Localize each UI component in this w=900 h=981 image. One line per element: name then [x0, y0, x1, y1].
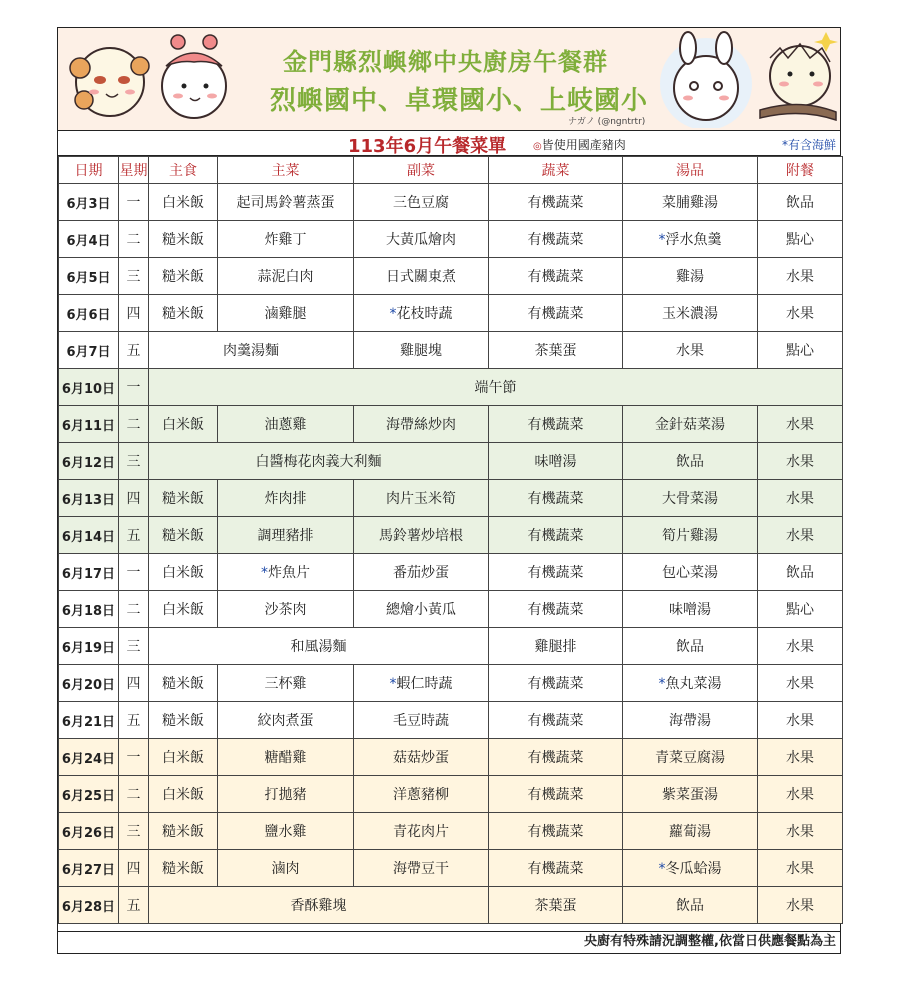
weekday-cell: 一	[119, 184, 149, 221]
menu-row	[59, 665, 843, 702]
vegetable-cell: 有機蔬菜	[489, 258, 623, 295]
weekday-cell: 一	[119, 369, 149, 406]
staple-cell: 糙米飯	[149, 665, 218, 702]
vegetable-cell: 有機蔬菜	[489, 813, 623, 850]
side-dish-cell: 雞腿塊	[354, 332, 489, 369]
column-header-side: 副菜	[354, 157, 489, 184]
menu-row	[59, 517, 843, 554]
vegetable-cell: 味噌湯	[489, 443, 623, 480]
date-cell: 6月12日	[59, 443, 119, 480]
weekday-cell: 二	[119, 776, 149, 813]
menu-row	[59, 258, 843, 295]
staple-cell: 白米飯	[149, 776, 218, 813]
column-header-extra: 附餐	[758, 157, 843, 184]
seafood-star-mark: *	[658, 232, 666, 248]
staple-cell: 糙米飯	[149, 813, 218, 850]
weekday-cell: 二	[119, 406, 149, 443]
vegetable-cell: 有機蔬菜	[489, 184, 623, 221]
column-header-staple: 主食	[149, 157, 218, 184]
date-cell: 6月24日	[59, 739, 119, 776]
pork-note-text: 皆使用國產豬肉	[541, 138, 626, 152]
main-dish-cell: 三杯雞	[218, 665, 354, 702]
staple-cell: 白米飯	[149, 591, 218, 628]
extra-cell: 水果	[758, 702, 843, 739]
mascot-left-illustration	[62, 30, 232, 128]
menu-row	[59, 887, 843, 924]
pork-note	[533, 136, 626, 153]
staple-cell: 糙米飯	[149, 258, 218, 295]
extra-cell: 水果	[758, 258, 843, 295]
staple-main-side-merged-cell: 香酥雞塊	[149, 887, 489, 924]
soup-cell: 味噌湯	[623, 591, 758, 628]
staple-cell: 糙米飯	[149, 850, 218, 887]
main-dish-cell: 糖醋雞	[218, 739, 354, 776]
main-dish-cell: 炸肉排	[218, 480, 354, 517]
date-cell: 6月17日	[59, 554, 119, 591]
menu-row	[59, 406, 843, 443]
weekday-cell: 一	[119, 739, 149, 776]
weekday-cell: 四	[119, 665, 149, 702]
extra-cell: 水果	[758, 813, 843, 850]
date-cell: 6月14日	[59, 517, 119, 554]
vegetable-cell: 有機蔬菜	[489, 406, 623, 443]
menu-row	[59, 480, 843, 517]
menu-row	[59, 184, 843, 221]
menu-rows	[59, 184, 843, 924]
date-cell: 6月26日	[59, 813, 119, 850]
extra-cell: 水果	[758, 480, 843, 517]
menu-row	[59, 776, 843, 813]
date-cell: 6月27日	[59, 850, 119, 887]
weekday-cell: 五	[119, 887, 149, 924]
vegetable-cell: 有機蔬菜	[489, 850, 623, 887]
menu-row	[59, 221, 843, 258]
vegetable-cell: 雞腿排	[489, 628, 623, 665]
column-header-date: 日期	[59, 157, 119, 184]
staple-main-side-merged-cell: 白醬梅花肉義大利麵	[149, 443, 489, 480]
weekday-cell: 四	[119, 480, 149, 517]
extra-cell: 水果	[758, 628, 843, 665]
menu-row	[59, 591, 843, 628]
soup-cell: 飲品	[623, 887, 758, 924]
menu-row	[59, 813, 843, 850]
staple-cell: 糙米飯	[149, 702, 218, 739]
side-dish-cell: 海帶豆干	[354, 850, 489, 887]
weekday-cell: 三	[119, 258, 149, 295]
vegetable-cell: 茶葉蛋	[489, 332, 623, 369]
date-cell: 6月4日	[59, 221, 119, 258]
soup-cell: 飲品	[623, 443, 758, 480]
staple-cell: 糙米飯	[149, 295, 218, 332]
side-dish-cell: 番茄炒蛋	[354, 554, 489, 591]
header-banner	[58, 28, 840, 131]
weekday-cell: 一	[119, 554, 149, 591]
vegetable-cell: 有機蔬菜	[489, 295, 623, 332]
seafood-star-mark: *	[261, 565, 268, 581]
staple-main-merged-cell: 肉羹湯麵	[149, 332, 354, 369]
weekday-cell: 五	[119, 702, 149, 739]
extra-cell: 水果	[758, 739, 843, 776]
soup-cell: 紫菜蛋湯	[623, 776, 758, 813]
date-cell: 6月7日	[59, 332, 119, 369]
lunch-menu-table	[58, 156, 843, 924]
date-cell: 6月6日	[59, 295, 119, 332]
soup-cell: 雞湯	[623, 258, 758, 295]
weekday-cell: 二	[119, 591, 149, 628]
main-dish-cell: 絞肉煮蛋	[218, 702, 354, 739]
menu-row	[59, 850, 843, 887]
side-dish-cell: 青花肉片	[354, 813, 489, 850]
menu-row	[59, 628, 843, 665]
weekday-cell: 四	[119, 295, 149, 332]
date-cell: 6月3日	[59, 184, 119, 221]
weekday-cell: 三	[119, 628, 149, 665]
date-cell: 6月13日	[59, 480, 119, 517]
seafood-star-mark: *	[389, 676, 397, 692]
soup-cell: 包心菜湯	[623, 554, 758, 591]
soup-cell: 玉米濃湯	[623, 295, 758, 332]
staple-cell: 白米飯	[149, 554, 218, 591]
soup-cell: *浮水魚羹	[623, 221, 758, 258]
soup-cell: 水果	[623, 332, 758, 369]
schools-title: 烈嶼國中、卓環國小、上岐國小	[270, 86, 649, 116]
date-cell: 6月20日	[59, 665, 119, 702]
soup-cell: 青菜豆腐湯	[623, 739, 758, 776]
weekday-cell: 四	[119, 850, 149, 887]
menu-row	[59, 739, 843, 776]
pork-note-mark: ◎	[533, 141, 542, 152]
date-cell: 6月21日	[59, 702, 119, 739]
extra-cell: 點心	[758, 221, 843, 258]
side-dish-cell: 總燴小黃瓜	[354, 591, 489, 628]
weekday-cell: 二	[119, 221, 149, 258]
soup-cell: 菜脯雞湯	[623, 184, 758, 221]
staple-cell: 糙米飯	[149, 480, 218, 517]
side-dish-cell: 三色豆腐	[354, 184, 489, 221]
extra-cell: 飲品	[758, 184, 843, 221]
main-dish-cell: 滷雞腿	[218, 295, 354, 332]
staple-cell: 白米飯	[149, 739, 218, 776]
side-dish-cell: 日式關東煮	[354, 258, 489, 295]
main-dish-cell: 炸雞丁	[218, 221, 354, 258]
extra-cell: 水果	[758, 406, 843, 443]
main-dish-cell: 調理豬排	[218, 517, 354, 554]
footer-note: 央廚有特殊請況調整權,依當日供應餐點為主	[58, 931, 840, 953]
seafood-note: *有含海鮮	[781, 138, 836, 152]
mascot-right-illustration	[650, 28, 840, 128]
menu-title: 113年6月午餐菜單	[348, 136, 507, 157]
seafood-star-mark: *	[658, 861, 666, 877]
seafood-star-mark: *	[389, 306, 397, 322]
seafood-star-mark: *	[658, 676, 666, 692]
column-header-main: 主菜	[218, 157, 354, 184]
weekday-cell: 五	[119, 517, 149, 554]
soup-cell: *魚丸菜湯	[623, 665, 758, 702]
staple-cell: 糙米飯	[149, 517, 218, 554]
vegetable-cell: 有機蔬菜	[489, 517, 623, 554]
staple-cell: 白米飯	[149, 406, 218, 443]
column-header-weekday: 星期	[119, 157, 149, 184]
header-row	[59, 157, 843, 184]
staple-cell: 白米飯	[149, 184, 218, 221]
weekday-cell: 五	[119, 332, 149, 369]
menu-sheet	[57, 27, 841, 954]
menu-subtitle-bar	[58, 130, 840, 156]
main-dish-cell: 打拋豬	[218, 776, 354, 813]
soup-cell: 飲品	[623, 628, 758, 665]
side-dish-cell: 肉片玉米筍	[354, 480, 489, 517]
column-header-veg: 蔬菜	[489, 157, 623, 184]
extra-cell: 水果	[758, 517, 843, 554]
extra-cell: 水果	[758, 665, 843, 702]
extra-cell: 水果	[758, 850, 843, 887]
extra-cell: 水果	[758, 776, 843, 813]
menu-row	[59, 702, 843, 739]
menu-row	[59, 332, 843, 369]
extra-cell: 點心	[758, 332, 843, 369]
column-header-soup: 湯品	[623, 157, 758, 184]
illustrator-credit: ナガノ (@ngntrtr)	[568, 117, 646, 127]
weekday-cell: 三	[119, 813, 149, 850]
main-dish-cell: 沙茶肉	[218, 591, 354, 628]
extra-cell: 水果	[758, 295, 843, 332]
side-dish-cell: 馬鈴薯炒培根	[354, 517, 489, 554]
soup-cell: 金針菇菜湯	[623, 406, 758, 443]
side-dish-cell: 菇菇炒蛋	[354, 739, 489, 776]
vegetable-cell: 有機蔬菜	[489, 554, 623, 591]
date-cell: 6月28日	[59, 887, 119, 924]
main-dish-cell: 滷肉	[218, 850, 354, 887]
soup-cell: 筍片雞湯	[623, 517, 758, 554]
vegetable-cell: 有機蔬菜	[489, 776, 623, 813]
menu-row	[59, 443, 843, 480]
kitchen-group-title: 金門縣烈嶼鄉中央廚房午餐群	[283, 48, 608, 76]
date-cell: 6月5日	[59, 258, 119, 295]
vegetable-cell: 茶葉蛋	[489, 887, 623, 924]
main-dish-cell: 起司馬鈴薯蒸蛋	[218, 184, 354, 221]
date-cell: 6月10日	[59, 369, 119, 406]
main-dish-cell: 油蔥雞	[218, 406, 354, 443]
extra-cell: 飲品	[758, 554, 843, 591]
menu-row	[59, 295, 843, 332]
vegetable-cell: 有機蔬菜	[489, 702, 623, 739]
vegetable-cell: 有機蔬菜	[489, 665, 623, 702]
main-dish-cell: 鹽水雞	[218, 813, 354, 850]
staple-main-side-merged-cell: 和風湯麵	[149, 628, 489, 665]
main-dish-cell: *炸魚片	[218, 554, 354, 591]
side-dish-cell: 大黃瓜燴肉	[354, 221, 489, 258]
side-dish-cell: *蝦仁時蔬	[354, 665, 489, 702]
main-dish-cell: 蒜泥白肉	[218, 258, 354, 295]
date-cell: 6月19日	[59, 628, 119, 665]
vegetable-cell: 有機蔬菜	[489, 221, 623, 258]
soup-cell: 大骨菜湯	[623, 480, 758, 517]
vegetable-cell: 有機蔬菜	[489, 739, 623, 776]
holiday-cell: 端午節	[149, 369, 843, 406]
vegetable-cell: 有機蔬菜	[489, 480, 623, 517]
date-cell: 6月18日	[59, 591, 119, 628]
soup-cell: *冬瓜蛤湯	[623, 850, 758, 887]
weekday-cell: 三	[119, 443, 149, 480]
date-cell: 6月25日	[59, 776, 119, 813]
soup-cell: 蘿蔔湯	[623, 813, 758, 850]
extra-cell: 水果	[758, 443, 843, 480]
menu-row	[59, 554, 843, 591]
side-dish-cell: 洋蔥豬柳	[354, 776, 489, 813]
vegetable-cell: 有機蔬菜	[489, 591, 623, 628]
side-dish-cell: 毛豆時蔬	[354, 702, 489, 739]
side-dish-cell: *花枝時蔬	[354, 295, 489, 332]
side-dish-cell: 海帶絲炒肉	[354, 406, 489, 443]
date-cell: 6月11日	[59, 406, 119, 443]
extra-cell: 點心	[758, 591, 843, 628]
menu-row	[59, 369, 843, 406]
extra-cell: 水果	[758, 887, 843, 924]
soup-cell: 海帶湯	[623, 702, 758, 739]
staple-cell: 糙米飯	[149, 221, 218, 258]
